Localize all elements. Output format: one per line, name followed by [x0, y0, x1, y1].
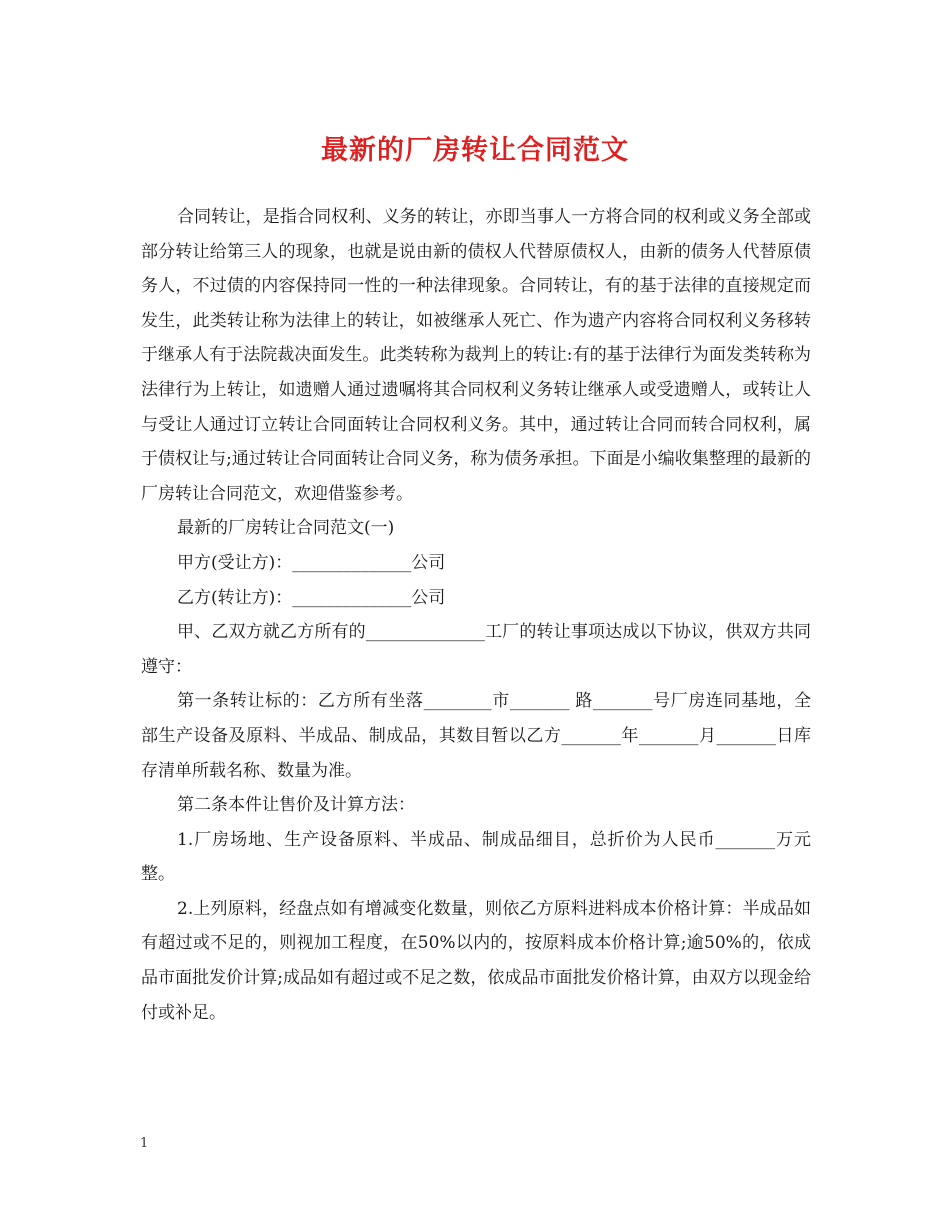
page-number: 1 [140, 1136, 149, 1151]
paragraph-item-1: 1.厂房场地、生产设备原料、半成品、制成品细目，总折价为人民币_______万元整。 [141, 829, 811, 885]
paragraph-party-a: 甲方(受让方)：______________公司 [177, 552, 446, 573]
document-title: 最新的厂房转让合同范文 [321, 135, 629, 166]
document-body [141, 200, 811, 1030]
paragraph-section-heading: 最新的厂房转让合同范文(一) [177, 518, 395, 539]
paragraph-party-b: 乙方(转让方)：______________公司 [177, 587, 446, 608]
paragraph-article-2: 第二条本件让售价及计算方法： [177, 795, 415, 816]
paragraph-item-2: 2.上列原料，经盘点如有增减变化数量，则依乙方原料进料成本价格计算：半成品如有超过或不足的，则视加工程度，在50%以内的，按原料成本价格计算;逾50%的，依成品市面批发价计算;成品如有超过或不足之数，依成品市面批发价格计算，由双方以现金给付或补足。 [141, 898, 811, 1023]
paragraph-article-1: 第一条转让标的：乙方所有坐落________市_______ 路_______号厂房连同基地，全部生产设备及原料、半成品、制成品，其数目暂以乙方_______年_______月_______日库存清单所载名称、数量为准。 [141, 691, 811, 781]
paragraph-intro: 合同转让，是指合同权利、义务的转让，亦即当事人一方将合同的权利或义务全部或部分转让给第三人的现象，也就是说由新的债权人代替原债权人，由新的债务人代替原债务人，不过债的内容保持同一性的一种法律现象。合同转让，有的基于法律的直接规定而发生，此类转让称为法律上的转让，如被继承人死亡、作为遗产内容将合同权利义务移转于继承人有于法院裁决面发生。此类转称为裁判上的转让:有的基于法律行为面发类转称为法律行为上转让，如遗赠人通过遗嘱将其合同权利义务转让继承人或受遗赠人，或转让人与受让人通过订立转让合同面转让合同权利义务。其中，通过转让合同而转合同权利，属于债权让与;通过转让合同面转让合同义务，称为债务承担。下面是小编收集整理的最新的厂房转让合同范文，欢迎借鉴参考。 [141, 207, 811, 504]
paragraph-agreement: 甲、乙双方就乙方所有的______________工厂的转让事项达成以下协议，供双方共同遵守： [141, 622, 811, 677]
